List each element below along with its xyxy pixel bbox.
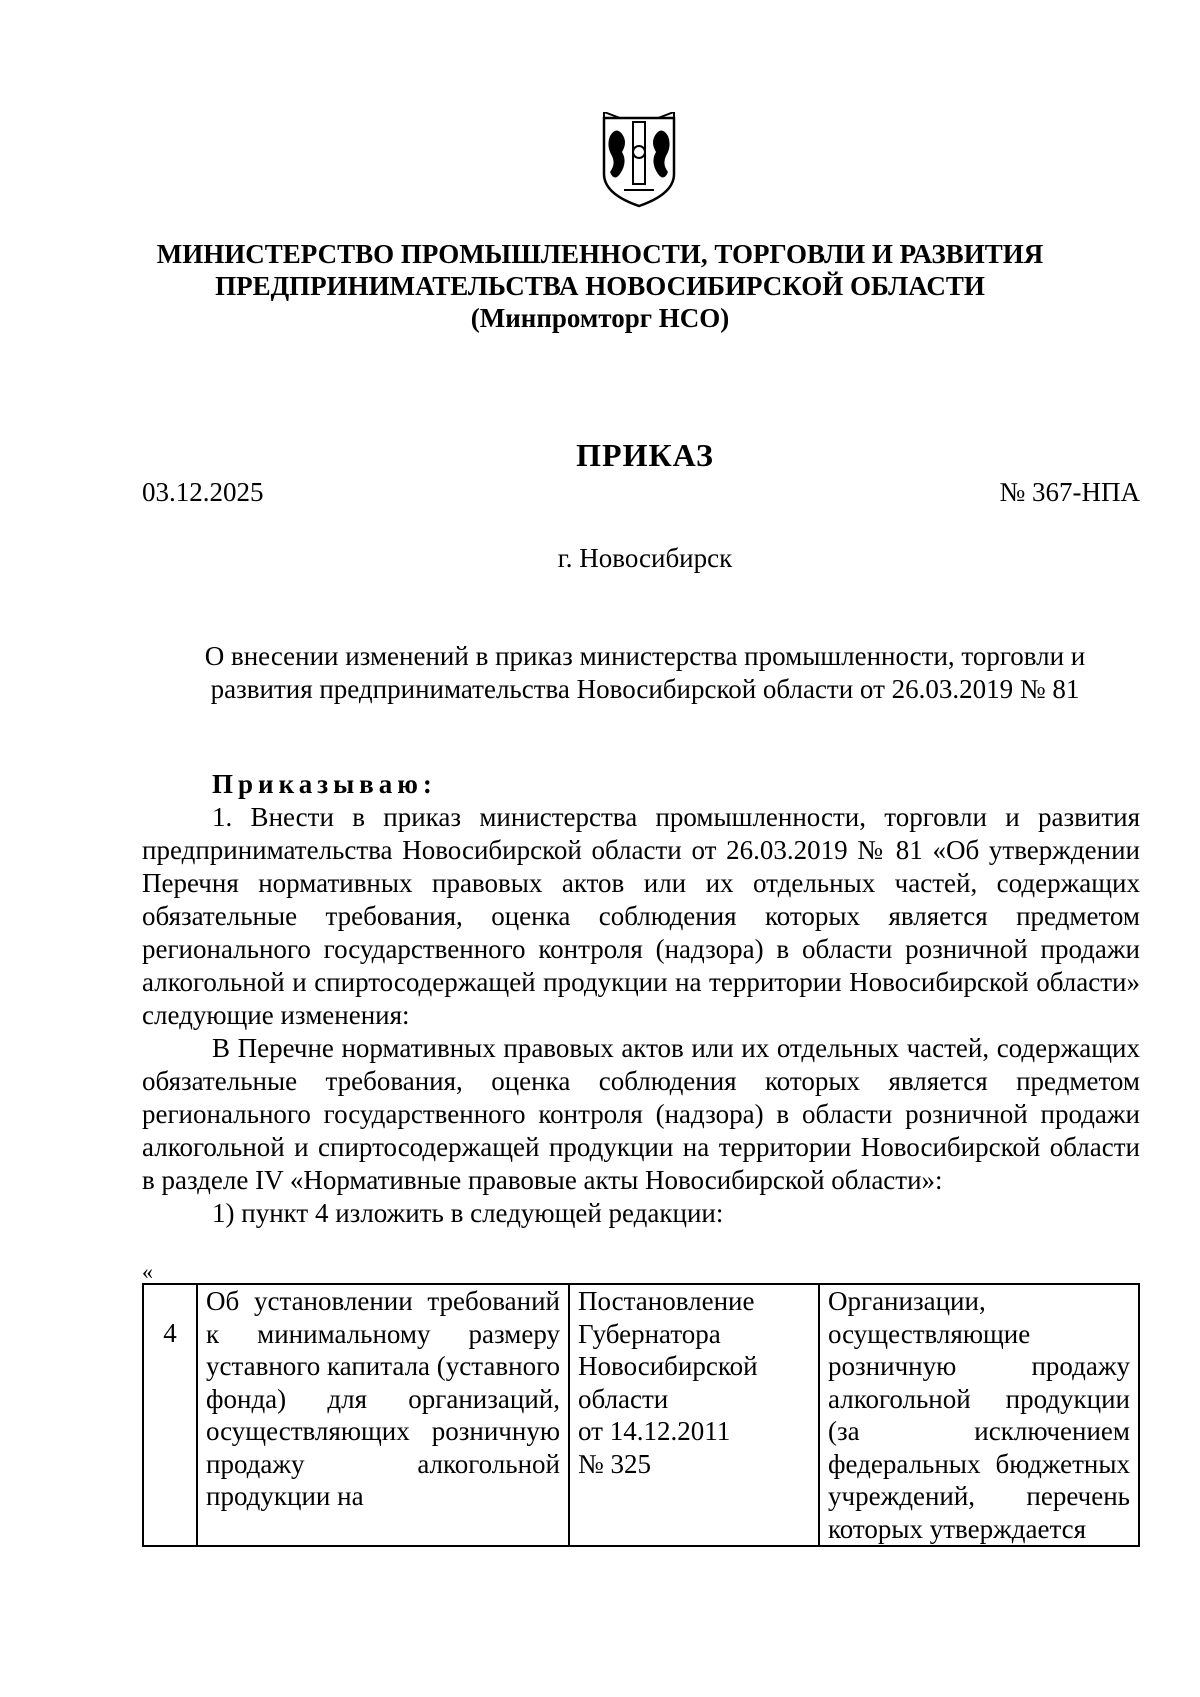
subject-line2: развития предпринимательства Новосибирской области от 26.03.2019 № 81 [210,674,1080,704]
order-date: 03.12.2025 [142,477,264,507]
act-reference-cell [569,1284,819,1546]
ministry-name-line2: ПРЕДПРИНИМАТЕЛЬСТВА НОВОСИБИРСКОЙ ОБЛАСТИ [215,271,985,301]
coat-of-arms-icon [600,112,678,208]
act-name-cell: Об установлении требований к минимальному размеру уставного капитала (уставного фонда) для организаций, осуществляющих розничную продажу алкогольной продукции на [197,1284,569,1546]
act-line: № 325 [578,1448,652,1479]
subjects-cell: Организации, осуществляющие розничную продажу алкогольной продукции (за исключением федеральных бюджетных учреждений, перечень которых утверждается [819,1284,1139,1546]
table-row [143,1284,1139,1546]
order-number: № 367-НПА [999,477,1140,507]
order-body [142,768,1140,1230]
order-subject [0,640,1200,706]
amendment-table [142,1283,1140,1547]
prikazyvayu-heading: Приказываю: [212,769,437,799]
list-item-1: 1) пункт 4 изложить в следующей редакции: [212,1198,724,1228]
act-line: Постановление [578,1286,755,1316]
row-number: 4 [143,1284,197,1546]
ministry-name-line1: МИНИСТЕРСТВО ПРОМЫШЛЕННОСТИ, ТОРГОВЛИ И РАЗВИТИЯ [156,239,1044,269]
act-line: Новосибирской [578,1351,758,1381]
act-line: области [578,1383,669,1414]
act-line: Губернатора [578,1318,721,1349]
open-quote: « [142,1259,153,1284]
order-city: г. Новосибирск [557,543,733,573]
paragraph-1: 1. Внести в приказ министерства промышленности, торговли и развития предпринимательства Новосибирской области от 26.03.2019 № 81 «Об утверждении Перечня нормативных правовых актов или их отдельных частей, содержащих обязательные требования, оценка соблюдения которых является предметом регионального государственного контроля (надзора) в области розничной продажи алкогольной и спиртосодержащей продукции на территории Новосибирской области» следующие изменения: [142,802,1140,1030]
subject-line1: О внесении изменений в приказ министерства промышленности, торговли и [204,641,1086,671]
act-line: от 14.12.2011 [578,1416,731,1446]
ministry-short-name: (Минпромторг НСО) [470,303,730,333]
paragraph-2: В Перечне нормативных правовых актов или их отдельных частей, содержащих обязательные требования, оценка соблюдения которых является предметом регионального государственного контроля (надзора) в области розничной продажи алкогольной и спиртосодержащей продукции на территории Новосибирской области в разделе IV «Нормативные правовые акты Новосибирской области»: [142,1033,1140,1195]
ministry-header [0,238,1200,334]
order-title: ПРИКАЗ [576,437,714,473]
